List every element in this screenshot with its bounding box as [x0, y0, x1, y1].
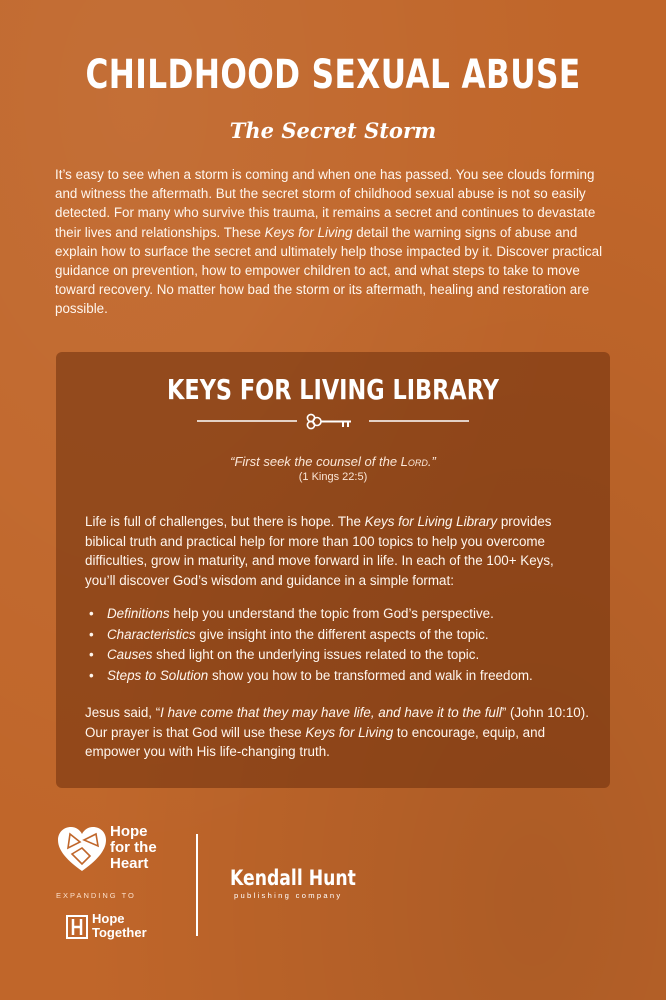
list-item-term: Definitions [107, 606, 170, 621]
list-item-text: show you how to be transformed and walk in freedom. [208, 667, 533, 683]
scripture-reference: (1 Kings 22:5) [298, 471, 368, 483]
library-emphasis: Keys for Living Library [364, 514, 498, 529]
list-item-term: Steps to Solution [107, 667, 209, 683]
key-icon [197, 410, 469, 432]
footer-divider [196, 834, 198, 936]
list-item [85, 666, 595, 687]
heart-logo-icon [56, 824, 108, 876]
intro-emphasis: Keys for Living [264, 224, 353, 240]
list-item-term: Causes [107, 647, 153, 662]
expanding-to-label: EXPANDING TO [56, 891, 136, 900]
list-item [85, 604, 595, 625]
library-description [85, 512, 585, 590]
bullet-dot: • [89, 626, 94, 642]
bullet-dot: • [89, 667, 94, 683]
publisher-logo: Kendall Hunt [230, 866, 356, 890]
page-title: CHILDHOOD SEXUAL ABUSE [85, 52, 581, 98]
hope-for-the-heart-logo [110, 824, 190, 872]
feature-list [85, 604, 595, 686]
logo-line-1: Hope [110, 823, 148, 840]
hope-together-icon [66, 915, 88, 939]
quote-text-1: “First seek the counsel of the [230, 454, 401, 469]
closing-quote: I have come that they may have life, and have it to the full [160, 705, 502, 720]
together-line-2: Together [92, 925, 147, 940]
list-item-text: give insight into the different aspects of the topic. [195, 626, 489, 642]
scripture-quote [0, 454, 666, 469]
closing-emphasis: Keys for Living [305, 724, 394, 740]
closing-text-3: to encourage, equip, and empower you with His life-changing truth. [85, 724, 546, 760]
bullet-dot: • [89, 647, 94, 662]
list-item-term: Characteristics [107, 626, 196, 642]
subtitle: The Secret Storm [229, 118, 437, 143]
intro-text-1: It’s easy to see when a storm is coming and when one has passed. You see clouds forming and witness the aftermath. But the secret storm of childhood sexual abuse is not so easily detected. For many who survive this trauma, it remains a secret and continues to devastate their lives and relationships. These [55, 167, 596, 240]
logo-line-3: Heart [110, 855, 149, 872]
publisher-tagline: publishing company [234, 891, 343, 900]
closing-paragraph [85, 703, 590, 762]
list-item [85, 625, 595, 646]
library-text-1: Life is full of challenges, but there is hope. The [85, 514, 365, 529]
list-item [85, 645, 595, 666]
intro-paragraph [55, 165, 620, 319]
closing-text-1: Jesus said, “ [85, 705, 161, 720]
closing-text-2: ” (John 10:10). Our prayer is that God will use these [85, 705, 589, 740]
together-line-1: Hope [92, 911, 125, 926]
hope-together-logo [92, 912, 147, 940]
list-item-text: shed light on the underlying issues related to the topic. [152, 647, 480, 662]
quote-lord: Lord [400, 454, 428, 469]
quote-text-2: .” [427, 454, 436, 469]
logo-line-2: for the [110, 839, 157, 856]
library-title: KEYS FOR LIVING LIBRARY [167, 373, 499, 406]
bullet-dot: • [89, 606, 94, 621]
intro-text-2: detail the warning signs of abuse and explain how to surface the secret and ultimately help those impacted by it. Discover practical guidance on prevention, how to empower children to act, and what steps to take to move toward recovery. No matter how bad the storm or its aftermath, healing and restoration are possible. [55, 224, 603, 317]
list-item-text: help you understand the topic from God’s perspective. [169, 606, 494, 621]
library-text-2: provides biblical truth and practical help for more than 100 topics to help you overcome difficulties, grow in maturity, and move forward in life. In each of the 100+ Keys, you’ll discover God’s wisdom and guidance in a simple format: [85, 514, 554, 588]
